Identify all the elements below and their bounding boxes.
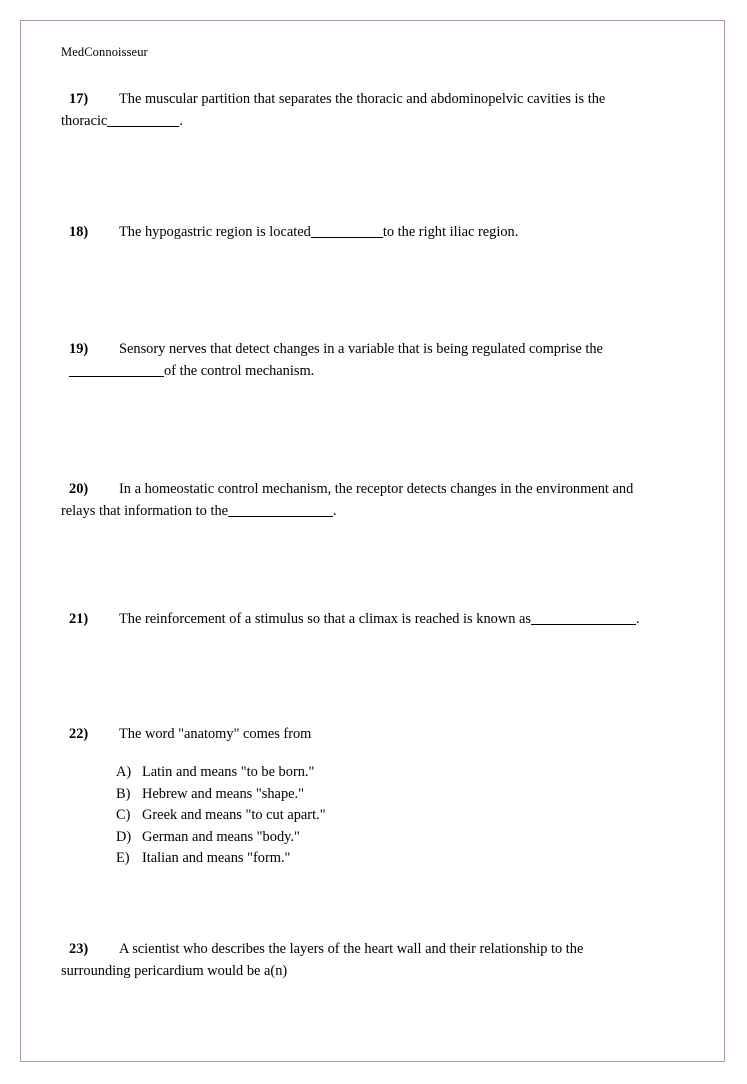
- question-18-text-after: to the right iliac region.: [382, 224, 519, 240]
- question-20-answer-blank[interactable]: [228, 503, 333, 517]
- header-username: MedConnoisseur: [61, 45, 148, 59]
- question-18-text-before: The hypogastric region is located: [119, 224, 311, 240]
- question-22-number: 22): [69, 726, 89, 742]
- question-21: [61, 609, 701, 631]
- question-21-text-before: The reinforcement of a stimulus so that a climax is reached is known as: [119, 611, 532, 627]
- option-c[interactable]: [116, 805, 326, 827]
- question-20-text: In a homeostatic control mechanism, the receptor detects changes in the environment and: [119, 481, 634, 497]
- question-19-text: Sensory nerves that detect changes in a variable that is being regulated comprise the: [119, 341, 603, 357]
- question-20-number: 20): [69, 481, 89, 497]
- question-20-line2-after: .: [333, 502, 337, 519]
- question-23-line2: surrounding pericardium would be a(n): [61, 962, 288, 979]
- question-23-text: A scientist who describes the layers of the heart wall and their relationship to the: [119, 941, 584, 957]
- option-b-letter: B): [116, 785, 131, 802]
- page-content: [21, 21, 724, 1061]
- question-19-answer-blank[interactable]: [69, 363, 164, 377]
- question-17-text: The muscular partition that separates the thoracic and abdominopelvic cavities is the: [119, 91, 606, 107]
- question-18-answer-blank[interactable]: [311, 224, 383, 238]
- question-17-line2: [61, 111, 701, 133]
- option-e[interactable]: [116, 848, 326, 870]
- question-21-text-after: .: [636, 611, 640, 627]
- question-17-number: 17): [69, 91, 89, 107]
- question-19-line2-after: of the control mechanism.: [164, 362, 315, 379]
- question-23: [61, 939, 701, 982]
- option-d[interactable]: [116, 827, 326, 849]
- question-17: [61, 89, 701, 132]
- option-d-text: German and means "body.": [142, 828, 300, 845]
- question-23-number: 23): [69, 941, 89, 957]
- option-c-letter: C): [116, 807, 131, 823]
- question-22: [61, 724, 701, 746]
- question-18-number: 18): [69, 224, 89, 240]
- option-a-letter: A): [116, 764, 132, 780]
- question-21-number: 21): [69, 611, 89, 627]
- option-b[interactable]: [116, 784, 326, 806]
- option-e-text: Italian and means "form.": [142, 850, 291, 866]
- question-19: [61, 339, 701, 382]
- question-17-answer-blank[interactable]: [107, 113, 179, 127]
- option-c-text: Greek and means "to cut apart.": [142, 807, 326, 823]
- question-19-number: 19): [69, 341, 89, 357]
- question-20: [61, 479, 701, 522]
- question-18: [61, 222, 701, 244]
- question-20-line2-before: relays that information to the: [61, 502, 229, 519]
- option-a-text: Latin and means "to be born.": [142, 764, 315, 780]
- question-22-text: The word "anatomy" comes from: [119, 726, 312, 742]
- option-a[interactable]: [116, 762, 326, 784]
- option-d-letter: D): [116, 828, 132, 845]
- question-19-line2: [61, 361, 701, 383]
- question-21-answer-blank[interactable]: [531, 611, 636, 625]
- question-17-line2-after: .: [179, 112, 183, 129]
- question-22-options: [116, 762, 326, 870]
- option-e-letter: E): [116, 850, 130, 866]
- option-b-text: Hebrew and means "shape.": [142, 785, 304, 802]
- document-page: [20, 20, 725, 1062]
- question-20-line2: [61, 501, 701, 523]
- question-17-line2-before: thoracic: [61, 112, 108, 129]
